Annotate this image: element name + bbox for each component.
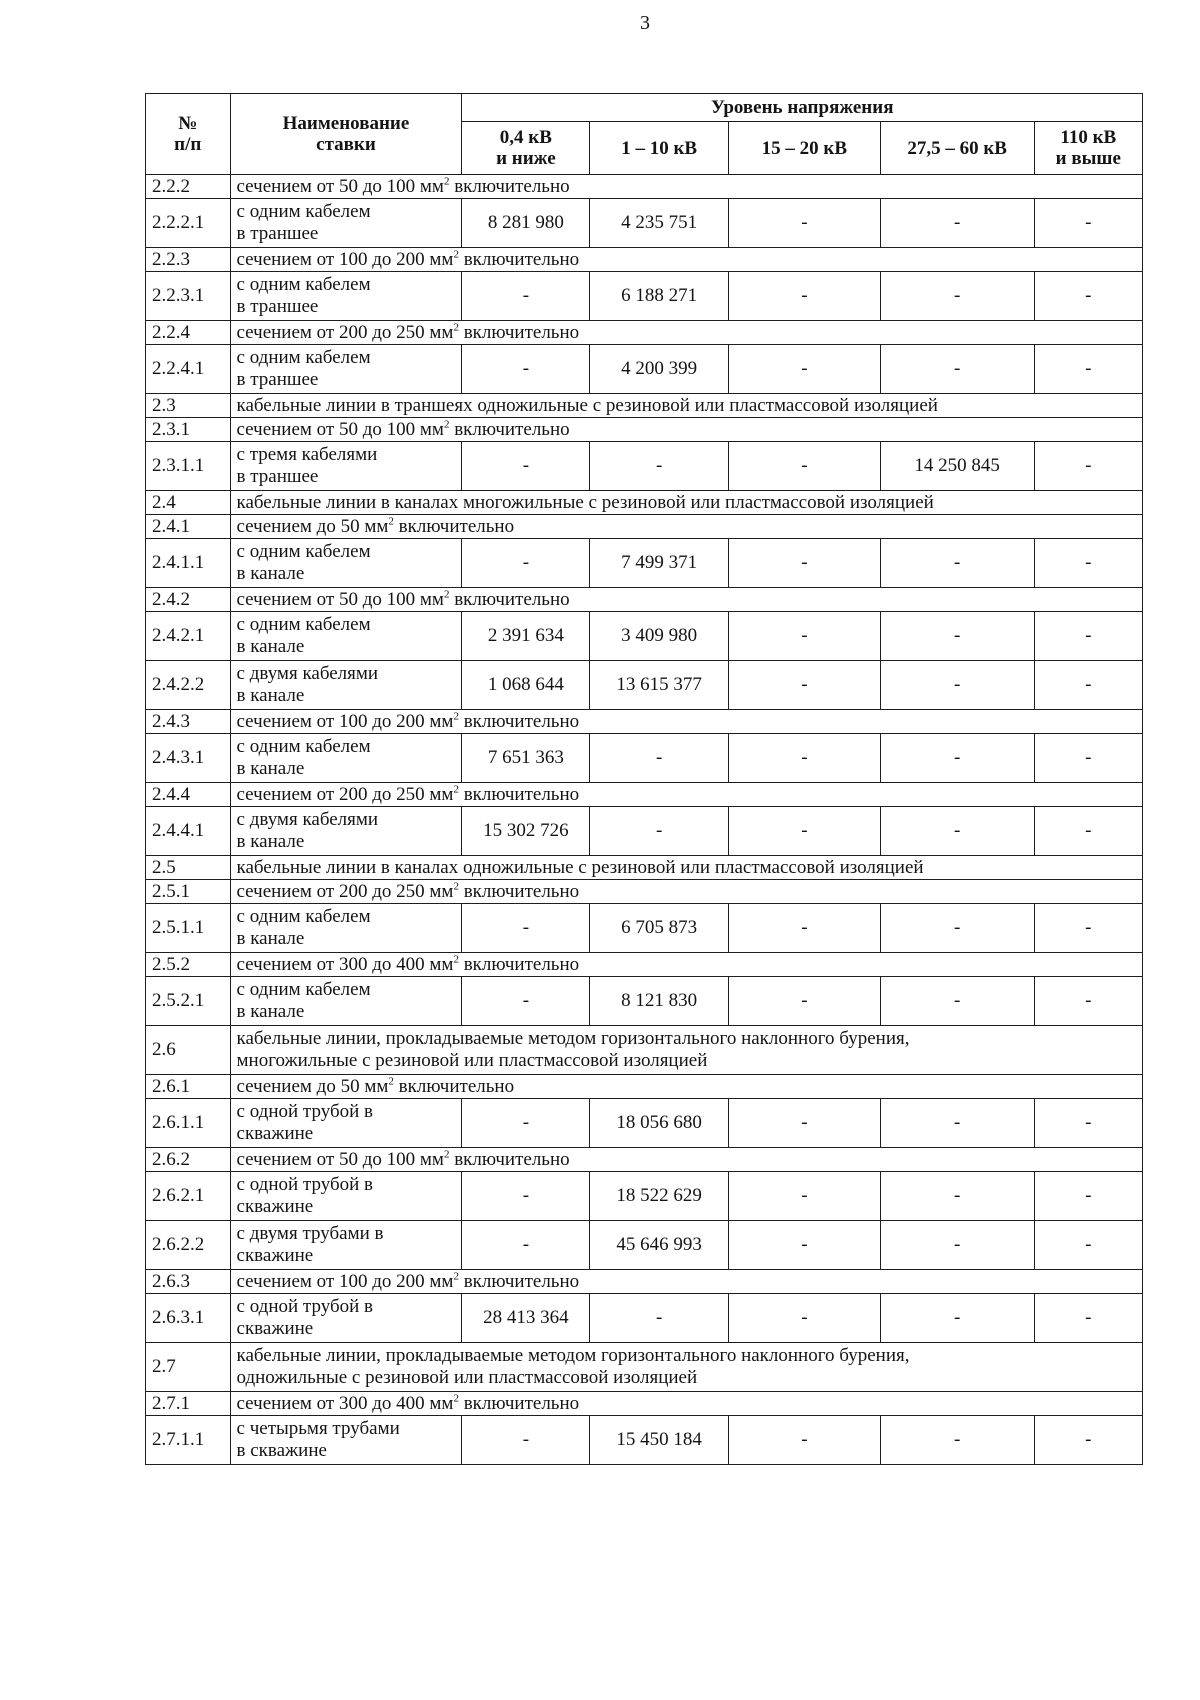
rate-value-3: - [880, 199, 1034, 248]
rate-value-2: - [729, 1099, 881, 1148]
rate-value-1: 6 705 873 [590, 904, 729, 953]
section-row [146, 418, 1143, 442]
rate-value-1: 7 499 371 [590, 539, 729, 588]
row-name: с двумя кабелями в канале [230, 661, 462, 710]
superscript: 2 [388, 515, 394, 528]
section-text-suffix: включительно [393, 515, 515, 537]
superscript: 2 [453, 953, 459, 966]
row-name: с одной трубой в скважине [230, 1099, 462, 1148]
section-text: сечением от 100 до 200 мм [236, 1270, 454, 1292]
rate-value-3: - [880, 612, 1034, 661]
section-title [230, 1075, 1142, 1099]
row-number: 2.4.1.1 [146, 539, 231, 588]
section-text: кабельные линии в каналах многожильные с резиновой или пластмассовой изоляцией [236, 491, 934, 513]
row-number: 2.2.3.1 [146, 272, 231, 321]
rate-value-1: 8 121 830 [590, 977, 729, 1026]
section-title [230, 783, 1142, 807]
row-number: 2.5.2.1 [146, 977, 231, 1026]
section-text: сечением от 50 до 100 мм [236, 588, 444, 610]
section-number: 2.4 [146, 491, 231, 515]
superscript: 2 [443, 1148, 450, 1161]
rate-value-1: 4 235 751 [590, 199, 729, 248]
header-voltage-0: 0,4 кВ и ниже [462, 122, 590, 175]
section-number: 2.5 [146, 856, 231, 880]
section-row [146, 321, 1143, 345]
section-text-suffix: включительно [458, 880, 580, 902]
section-title [230, 321, 1142, 345]
rate-value-1: 18 522 629 [590, 1172, 729, 1221]
row-name: с одним кабелем в канале [230, 904, 462, 953]
rates-table [145, 93, 1143, 1465]
section-row [146, 1343, 1143, 1392]
rate-value-1: 4 200 399 [590, 345, 729, 394]
rate-value-3: - [880, 904, 1034, 953]
section-text: кабельные линии, прокладываемые методом горизонтального наклонного бурения, одножильные с резиновой или пластмассовой изоляцией [236, 1345, 910, 1388]
row-name: с одним кабелем в траншее [230, 199, 462, 248]
header-voltage-group: Уровень напряжения [462, 94, 1143, 122]
row-number: 2.4.3.1 [146, 734, 231, 783]
rate-value-3: - [880, 1294, 1034, 1343]
row-number: 2.7.1.1 [146, 1416, 231, 1465]
rate-value-2: - [729, 442, 881, 491]
rate-value-0: - [462, 977, 590, 1026]
rate-row [146, 1221, 1143, 1270]
rate-value-0: - [462, 272, 590, 321]
rate-value-2: - [729, 904, 881, 953]
section-number: 2.4.4 [146, 783, 231, 807]
section-text: сечением от 300 до 400 мм [236, 953, 454, 975]
section-text: сечением до 50 мм [236, 1075, 389, 1097]
row-number: 2.2.4.1 [146, 345, 231, 394]
section-row [146, 710, 1143, 734]
row-name: с одним кабелем в траншее [230, 345, 462, 394]
rate-value-4: - [1034, 272, 1142, 321]
section-number: 2.3 [146, 394, 231, 418]
rate-value-3: 14 250 845 [880, 442, 1034, 491]
rate-value-3: - [880, 1416, 1034, 1465]
table-header [146, 94, 1143, 175]
rate-value-0: 7 651 363 [462, 734, 590, 783]
row-number: 2.6.2.2 [146, 1221, 231, 1270]
section-number: 2.4.1 [146, 515, 231, 539]
section-title [230, 880, 1142, 904]
rate-value-2: - [729, 977, 881, 1026]
section-text: сечением до 50 мм [236, 515, 389, 537]
section-number: 2.2.3 [146, 248, 231, 272]
rate-value-4: - [1034, 1416, 1142, 1465]
rate-value-2: - [729, 612, 881, 661]
rate-value-4: - [1034, 661, 1142, 710]
rate-value-0: 1 068 644 [462, 661, 590, 710]
header-voltage-1: 1 – 10 кВ [590, 122, 729, 175]
row-number: 2.2.2.1 [146, 199, 231, 248]
section-title [230, 1026, 1142, 1075]
rate-value-0: - [462, 1099, 590, 1148]
section-number: 2.7.1 [146, 1392, 231, 1416]
section-title [230, 418, 1142, 442]
rate-value-1: - [590, 442, 729, 491]
rate-value-1: - [590, 734, 729, 783]
rate-value-3: - [880, 977, 1034, 1026]
rate-value-0: 8 281 980 [462, 199, 590, 248]
row-number: 2.5.1.1 [146, 904, 231, 953]
section-number: 2.7 [146, 1343, 231, 1392]
rate-value-1: - [590, 807, 729, 856]
rate-value-4: - [1034, 734, 1142, 783]
section-row [146, 1075, 1143, 1099]
section-number: 2.4.2 [146, 588, 231, 612]
rate-value-2: - [729, 1172, 881, 1221]
rate-value-0: - [462, 345, 590, 394]
section-number: 2.6.3 [146, 1270, 231, 1294]
section-title [230, 1270, 1142, 1294]
rate-value-1: 13 615 377 [590, 661, 729, 710]
section-text: кабельные линии, прокладываемые методом горизонтального наклонного бурения, многожильные с резиновой или пластмассовой изоляцией [236, 1028, 910, 1071]
row-name: с тремя кабелями в траншее [230, 442, 462, 491]
rate-value-2: - [729, 272, 881, 321]
section-row [146, 394, 1143, 418]
section-number: 2.6.1 [146, 1075, 231, 1099]
rate-row [146, 272, 1143, 321]
superscript: 2 [453, 248, 459, 261]
section-number: 2.2.2 [146, 175, 231, 199]
row-name: с одним кабелем в канале [230, 734, 462, 783]
page-number: 3 [640, 12, 650, 34]
superscript: 2 [453, 321, 459, 334]
row-name: с одним кабелем в траншее [230, 272, 462, 321]
section-title [230, 588, 1142, 612]
row-number: 2.6.2.1 [146, 1172, 231, 1221]
row-number: 2.6.3.1 [146, 1294, 231, 1343]
rate-value-3: - [880, 272, 1034, 321]
superscript: 2 [453, 1270, 459, 1283]
section-number: 2.5.2 [146, 953, 231, 977]
section-text-suffix: включительно [458, 321, 580, 343]
row-name: с одним кабелем в канале [230, 977, 462, 1026]
row-number: 2.3.1.1 [146, 442, 231, 491]
section-text-suffix: включительно [458, 248, 580, 270]
header-voltage-3: 27,5 – 60 кВ [880, 122, 1034, 175]
rate-value-4: - [1034, 977, 1142, 1026]
rate-value-3: - [880, 345, 1034, 394]
rate-row [146, 734, 1143, 783]
rate-value-4: - [1034, 199, 1142, 248]
rate-value-4: - [1034, 345, 1142, 394]
header-name: Наименование ставки [230, 94, 462, 175]
section-number: 2.6.2 [146, 1148, 231, 1172]
section-text-suffix: включительно [449, 418, 570, 440]
rate-value-1: 3 409 980 [590, 612, 729, 661]
rate-value-3: - [880, 734, 1034, 783]
section-number: 2.4.3 [146, 710, 231, 734]
section-text: сечением от 200 до 250 мм [236, 321, 454, 343]
header-voltage-4: 110 кВ и выше [1034, 122, 1142, 175]
section-row [146, 491, 1143, 515]
section-title [230, 491, 1142, 515]
table-body [146, 175, 1143, 1465]
section-text: сечением от 200 до 250 мм [236, 783, 454, 805]
rate-value-0: - [462, 904, 590, 953]
section-text-suffix: включительно [449, 588, 570, 610]
rate-value-2: - [729, 199, 881, 248]
section-title [230, 515, 1142, 539]
row-name: с одной трубой в скважине [230, 1172, 462, 1221]
rate-value-2: - [729, 1416, 881, 1465]
rate-row [146, 442, 1143, 491]
rate-value-1: 15 450 184 [590, 1416, 729, 1465]
rate-row [146, 807, 1143, 856]
superscript: 2 [443, 175, 450, 188]
rate-value-3: - [880, 1099, 1034, 1148]
section-text: сечением от 50 до 100 мм [236, 175, 444, 197]
superscript: 2 [388, 1075, 394, 1088]
rate-value-2: - [729, 1294, 881, 1343]
rate-row [146, 1099, 1143, 1148]
rate-value-0: 28 413 364 [462, 1294, 590, 1343]
rate-value-4: - [1034, 612, 1142, 661]
section-text: кабельные линии в каналах одножильные с резиновой или пластмассовой изоляцией [236, 856, 924, 878]
section-text: сечением от 50 до 100 мм [236, 418, 444, 440]
section-row [146, 953, 1143, 977]
section-text: сечением от 100 до 200 мм [236, 710, 454, 732]
rate-value-3: - [880, 807, 1034, 856]
rate-value-0: 2 391 634 [462, 612, 590, 661]
superscript: 2 [453, 710, 459, 723]
rate-row [146, 904, 1143, 953]
section-row [146, 1270, 1143, 1294]
section-number: 2.5.1 [146, 880, 231, 904]
rate-value-3: - [880, 661, 1034, 710]
rate-value-1: 45 646 993 [590, 1221, 729, 1270]
row-name: с четырьмя трубами в скважине [230, 1416, 462, 1465]
rate-row [146, 539, 1143, 588]
section-title [230, 394, 1142, 418]
section-text: кабельные линии в траншеях одножильные с резиновой или пластмассовой изоляцией [236, 394, 938, 416]
rate-value-4: - [1034, 1099, 1142, 1148]
section-text-suffix: включительно [458, 953, 580, 975]
superscript: 2 [443, 418, 450, 431]
rate-value-0: - [462, 1221, 590, 1270]
rate-value-0: - [462, 1172, 590, 1221]
rate-value-2: - [729, 1221, 881, 1270]
section-text: сечением от 200 до 250 мм [236, 880, 454, 902]
superscript: 2 [453, 880, 459, 893]
rate-row [146, 199, 1143, 248]
rate-value-4: - [1034, 1221, 1142, 1270]
row-name: с одной трубой в скважине [230, 1294, 462, 1343]
section-text: сечением от 300 до 400 мм [236, 1392, 454, 1414]
rate-value-4: - [1034, 807, 1142, 856]
section-text-suffix: включительно [449, 1148, 570, 1170]
section-row [146, 783, 1143, 807]
section-number: 2.2.4 [146, 321, 231, 345]
rate-value-3: - [880, 1221, 1034, 1270]
rate-value-4: - [1034, 442, 1142, 491]
superscript: 2 [443, 588, 450, 601]
rate-value-0: - [462, 539, 590, 588]
row-number: 2.4.4.1 [146, 807, 231, 856]
section-title [230, 1343, 1142, 1392]
section-number: 2.6 [146, 1026, 231, 1075]
section-title [230, 953, 1142, 977]
section-text-suffix: включительно [458, 1392, 580, 1414]
section-row [146, 880, 1143, 904]
rate-value-0: 15 302 726 [462, 807, 590, 856]
section-text-suffix: включительно [393, 1075, 515, 1097]
section-row [146, 515, 1143, 539]
section-text-suffix: включительно [458, 710, 580, 732]
section-row [146, 248, 1143, 272]
rate-value-3: - [880, 539, 1034, 588]
section-row [146, 588, 1143, 612]
section-row [146, 1026, 1143, 1075]
superscript: 2 [453, 783, 459, 796]
superscript: 2 [453, 1392, 459, 1405]
rate-value-4: - [1034, 904, 1142, 953]
section-number: 2.3.1 [146, 418, 231, 442]
rate-row [146, 1172, 1143, 1221]
section-text: сечением от 100 до 200 мм [236, 248, 454, 270]
section-row [146, 175, 1143, 199]
rate-value-4: - [1034, 1172, 1142, 1221]
rate-value-2: - [729, 807, 881, 856]
row-number: 2.4.2.2 [146, 661, 231, 710]
rate-row [146, 1294, 1143, 1343]
section-title [230, 175, 1142, 199]
rate-value-0: - [462, 442, 590, 491]
rate-value-4: - [1034, 1294, 1142, 1343]
header-number: № п/п [146, 94, 231, 175]
section-row [146, 1392, 1143, 1416]
rate-row [146, 345, 1143, 394]
row-name: с двумя трубами в скважине [230, 1221, 462, 1270]
section-text-suffix: включительно [449, 175, 570, 197]
rate-value-4: - [1034, 539, 1142, 588]
section-title [230, 710, 1142, 734]
section-title [230, 1148, 1142, 1172]
rate-row [146, 612, 1143, 661]
section-row [146, 1148, 1143, 1172]
section-title [230, 1392, 1142, 1416]
section-row [146, 856, 1143, 880]
row-name: с одним кабелем в канале [230, 539, 462, 588]
section-text-suffix: включительно [458, 783, 580, 805]
rate-value-0: - [462, 1416, 590, 1465]
rate-value-2: - [729, 345, 881, 394]
rate-row [146, 1416, 1143, 1465]
rate-value-1: 6 188 271 [590, 272, 729, 321]
rate-value-1: - [590, 1294, 729, 1343]
rate-row [146, 661, 1143, 710]
section-title [230, 856, 1142, 880]
section-text: сечением от 50 до 100 мм [236, 1148, 444, 1170]
row-number: 2.6.1.1 [146, 1099, 231, 1148]
row-number: 2.4.2.1 [146, 612, 231, 661]
rate-value-2: - [729, 539, 881, 588]
row-name: с одним кабелем в канале [230, 612, 462, 661]
row-name: с двумя кабелями в канале [230, 807, 462, 856]
rate-value-2: - [729, 661, 881, 710]
rate-value-2: - [729, 734, 881, 783]
rate-row [146, 977, 1143, 1026]
rate-value-3: - [880, 1172, 1034, 1221]
rate-value-1: 18 056 680 [590, 1099, 729, 1148]
section-title [230, 248, 1142, 272]
header-voltage-2: 15 – 20 кВ [729, 122, 881, 175]
section-text-suffix: включительно [458, 1270, 580, 1292]
